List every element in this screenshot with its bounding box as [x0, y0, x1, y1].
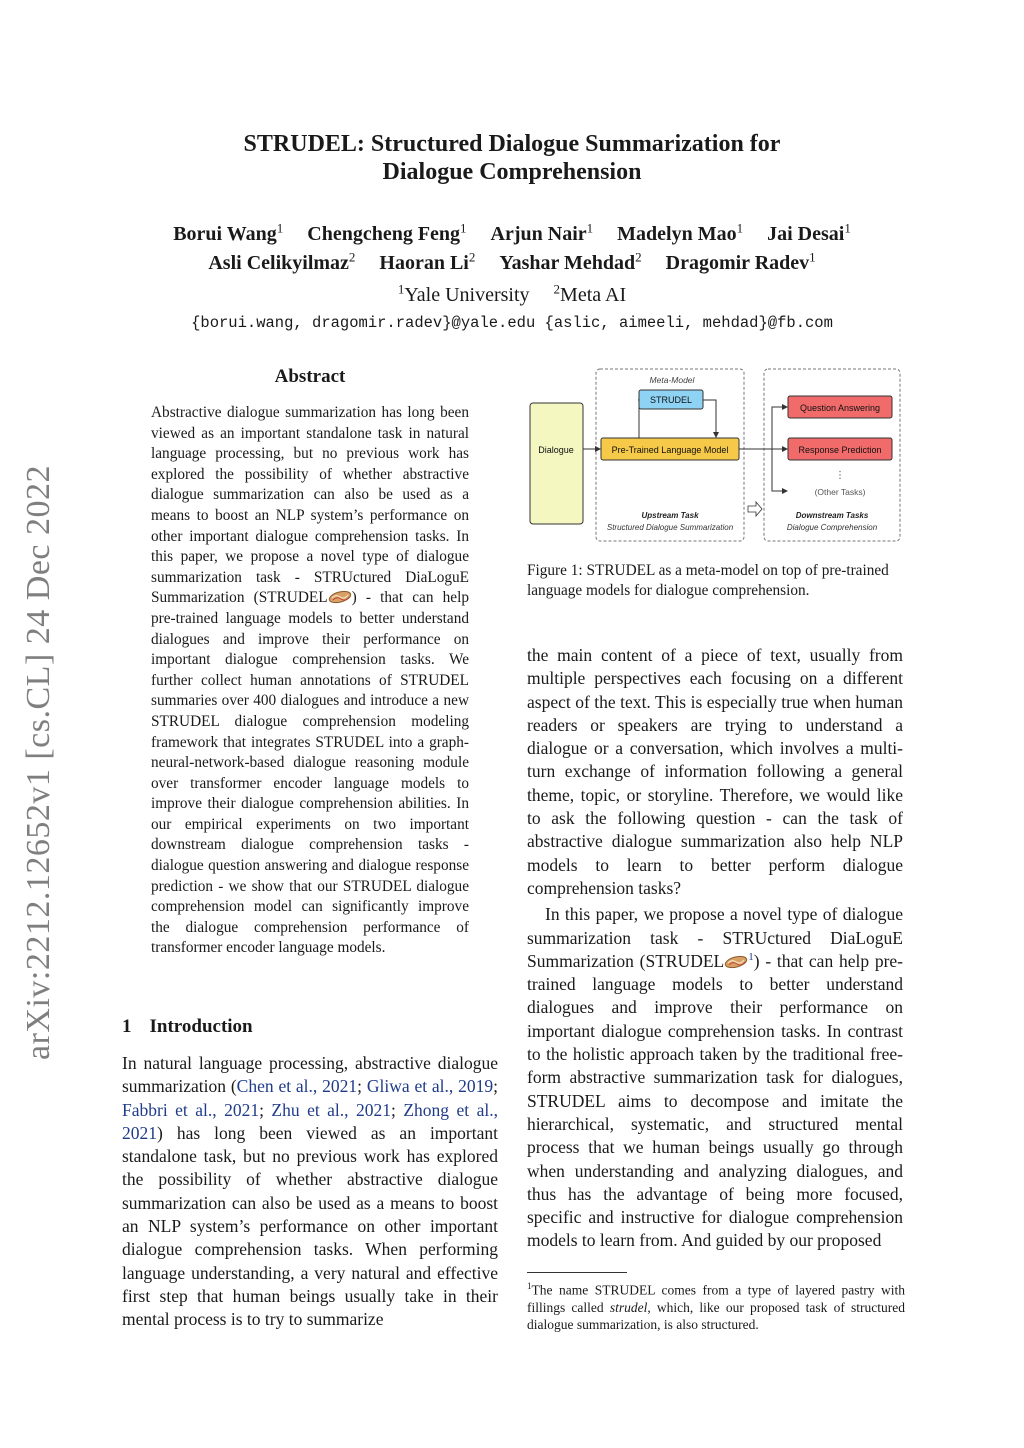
figure-1-diagram	[526, 366, 906, 546]
downstream-task-title: Downstream Tasks	[795, 511, 869, 520]
author: Chengcheng Feng$^1$	[307, 220, 467, 245]
intro-right-column	[527, 644, 903, 1253]
citation-link[interactable]: Fabbri et al., 2021	[122, 1099, 260, 1120]
arrow-to-qa	[772, 407, 787, 449]
author: Arjun Nair$^1$	[490, 220, 594, 245]
citation-link[interactable]: Gliwa et al., 2019	[366, 1076, 494, 1097]
author: Yashar Mehdad$^2$	[499, 249, 642, 275]
intro-paragraph-1-continued: the main content of a piece of text, usually from multiple perspectives each focusing on a different aspect of the text. This is especially true when human readers or speakers are trying to understand a dialogue or a conversation, which involves a multi-turn exchange of information following a general theme, topic, or storyline. Therefore, we would like to ask the following question - can the task of abstractive dialogue summarization also help NLP models to learn to better perform dialogue comprehension tasks?	[527, 645, 903, 898]
abstract-heading: Abstract	[274, 366, 346, 387]
abstract-body: Abstractive dialogue summarization has long been viewed as an important standalone task in natural language processing, but no previous work has explored the possibility of whether abstractive dialogue summarization can also be used as a means to boost an NLP system’s performance on other important dialogue comprehension tasks. In this paper, we propose a novel type of dialogue summarization task - STRUctured DiaLoguE Summarization (STRUDEL ) - that can help pre-trained language models to better understand dialogues and improve their performance on important dialogue comprehension tasks. We further collect human annotations of STRUDEL summaries over 400 dialogues and introduce a new STRUDEL dialogue comprehension modeling framework that integrates STRUDEL into a graph-neural-network-based dialogue reasoning module over transformer encoder language models to improve their dialogue comprehension abilities. In our empirical experiments on two important downstream dialogue comprehension tasks - dialogue question answering and dialogue response prediction - we show that our STRUDEL dialogue comprehension model can significantly improve the dialogue comprehension performance of transformer encoder language models.	[151, 404, 469, 957]
arxiv-identifier: arXiv:2212.12652v1 [cs.CL] 24 Dec 2022	[20, 464, 57, 1060]
qa-label: Question Answering	[799, 403, 881, 413]
other-tasks-label: (Other Tasks)	[814, 487, 866, 497]
more-tasks-dots: ⋮	[835, 470, 845, 481]
arrow-strudel-feedback	[703, 400, 716, 437]
title-line-1: STRUDEL: Structured Dialogue Summarization for	[243, 131, 781, 157]
author: Haoran Li$^2$	[379, 249, 476, 275]
author: Madelyn Mao$^1$	[617, 220, 744, 245]
strudel-pastry-icon	[328, 590, 352, 604]
citation-link[interactable]: Zhu et al., 2021	[271, 1099, 392, 1120]
intro-paragraph-2: In this paper, we propose a novel type of dialogue summarization task - STRUctured DiaLoguE Summarization (STRUDEL $^1$) - that can help pre-trained language models to better understand dialogues and improve their performance on important dialogue comprehension tasks. In contrast to the holistic approach taken by the traditional free-form abstractive summarization task for dialogues, STRUDEL aims to decompose and imitate the hierarchical, systematic, and structured mental process that we human beings usually go through when understanding and analyzing dialogues, and thus has the advantage of being more focused, specific and instructive for dialogue comprehension models to learn from. And guided by our proposed	[527, 904, 903, 1251]
strudel-pastry-icon	[724, 955, 748, 969]
author: Jai Desai$^1$	[767, 220, 851, 245]
dialogue-box	[530, 403, 583, 524]
figure-1-caption: Figure 1: STRUDEL as a meta-model on top of pre-trained language models for dialogue comprehension.	[527, 562, 889, 599]
upstream-task-title: Upstream Task	[641, 511, 699, 520]
affiliation: $^2$Meta AI	[553, 281, 627, 306]
affiliation: $^1$Yale University	[397, 281, 530, 306]
arrow-plm-to-strudel	[638, 400, 639, 438]
author-row-2	[0, 246, 1024, 276]
footnote-rule	[527, 1272, 627, 1273]
dialogue-label: Dialogue	[538, 445, 574, 455]
paper-title	[0, 130, 1024, 186]
author-block	[0, 216, 1024, 335]
citation-link[interactable]: Zhong et al., 2021	[122, 1099, 498, 1143]
author: Dragomir Radev$^1$	[665, 249, 816, 275]
strudel-label: STRUDEL	[649, 395, 693, 405]
author: Asli Celikyilmaz$^2$	[208, 249, 356, 275]
section-heading-introduction: 1 Introduction	[122, 1016, 253, 1037]
citation-link[interactable]: Chen et al., 2021	[236, 1076, 358, 1097]
affiliations	[0, 277, 1024, 307]
arrow-to-other	[772, 449, 787, 491]
upstream-task-subtitle: Structured Dialogue Summarization	[606, 523, 734, 532]
footnote-1-link[interactable]: 1	[748, 951, 754, 964]
rp-label: Response Prediction	[798, 445, 882, 455]
author: Borui Wang$^1$	[173, 220, 284, 245]
footnote-1: $^1$The name STRUDEL comes from a type of layered pastry with fillings called strudel, which, like our proposed task of structured dialogue summarization, is also structured.	[527, 1281, 905, 1332]
author-row-1	[0, 216, 1024, 246]
downstream-task-subtitle: Dialogue Comprehension	[786, 523, 878, 532]
title-line-2: Dialogue Comprehension	[382, 159, 642, 185]
intro-paragraph-1: In natural language processing, abstractive dialogue summarization (Chen et al., 2021; Gliwa et al., 2019; Fabbri et al., 2021; Zhu et al., 2021; Zhong et al., 2021) has long been viewed as an important standalone task, but no previous work has explored the possibility of whether abstractive dialogue summarization can also be used as a means to boost an NLP system’s performance on other important dialogue comprehension tasks. When performing language understanding, a very natural and effective first step that human beings usually take in their mental process is to try to summarize	[122, 1053, 499, 1330]
hollow-arrow	[748, 502, 762, 516]
plm-label: Pre-Trained Language Model	[611, 445, 729, 455]
author-emails: {borui.wang, dragomir.radev}@yale.edu {aslic, aimeeli, mehdad}@fb.com	[191, 313, 833, 332]
meta-model-label: Meta-Model	[649, 375, 695, 385]
